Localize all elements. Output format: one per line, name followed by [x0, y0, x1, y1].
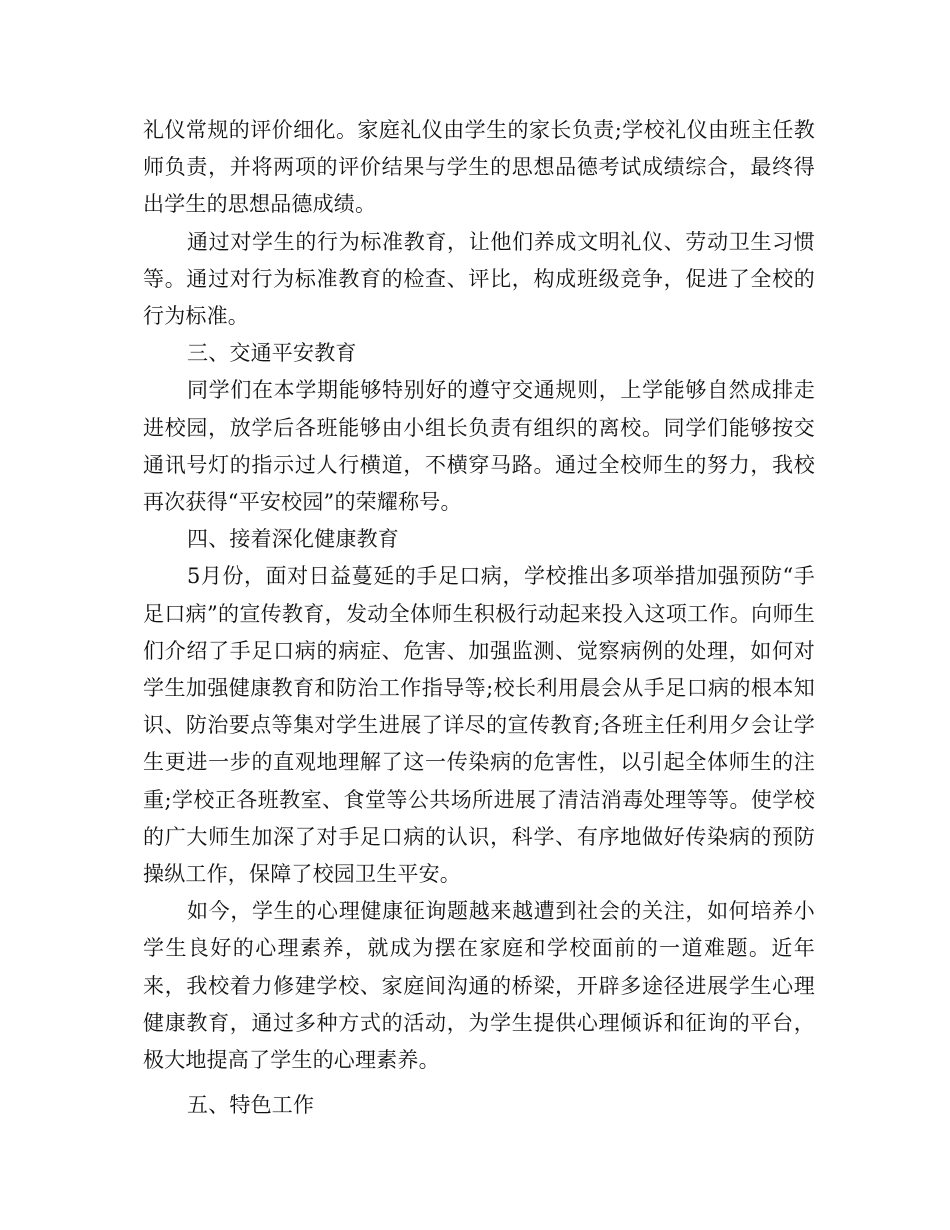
paragraph-traffic-safety: 同学们在本学期能够特别好的遵守交通规则，上学能够自然成排走进校园，放学后各班能够由小组长负责有组织的离校。同学们能够按交通讯号灯的指示过人行横道，不横穿马路。通过全校师生的努力，我校再次获得“平安校园”的荣耀称号。 [143, 378, 815, 515]
section-heading-traffic-safety: 三、交通平安教育 [187, 341, 357, 366]
paragraph-behavior-standards: 通过对学生的行为标准教育，让他们养成文明礼仪、劳动卫生习惯等。通过对行为标准教育的检查、评比，构成班级竞争，促进了全校的行为标准。 [143, 229, 815, 329]
paragraph-mental-health: 如今，学生的心理健康征询题越来越遭到社会的关注，如何培养小学生良好的心理素养，就成为摆在家庭和学校面前的一道难题。近年来，我校着力修建学校、家庭间沟通的桥梁，开辟多途径进展学生心理健康教育，通过多种方式的活动，为学生提供心理倾诉和征询的平台，极大地提高了学生的心理素养。 [143, 899, 815, 1073]
paragraph-etiquette-evaluation: 礼仪常规的评价细化。家庭礼仪由学生的家长负责;学校礼仪由班主任教师负责，并将两项的评价结果与学生的思想品德考试成绩综合，最终得出学生的思想品德成绩。 [143, 118, 815, 217]
section-heading-special-work: 五、特色工作 [187, 1093, 315, 1118]
section-heading-health-education: 四、接着深化健康教育 [187, 527, 399, 552]
paragraph-hand-foot-mouth-disease: 5月份，面对日益蔓延的手足口病，学校推出多项举措加强预防“手足口病”的宣传教育，发动全体师生积极行动起来投入这项工作。向师生们介绍了手足口病的病症、危害、加强监测、觉察病例的处理，如何对学生加强健康教育和防治工作指导等;校长利用晨会从手足口病的根本知识、防治要点等集对学生进展了详尽的宣传教育;各班主任利用夕会让学生更进一步的直观地理解了这一传染病的危害性，以引起全体师生的注重;学校正各班教室、食堂等公共场所进展了清洁消毒处理等等。使学校的广大师生加深了对手足口病的认识，科学、有序地做好传染病的预防操纵工作，保障了校园卫生平安。 [143, 564, 815, 887]
document-body [143, 112, 815, 1124]
